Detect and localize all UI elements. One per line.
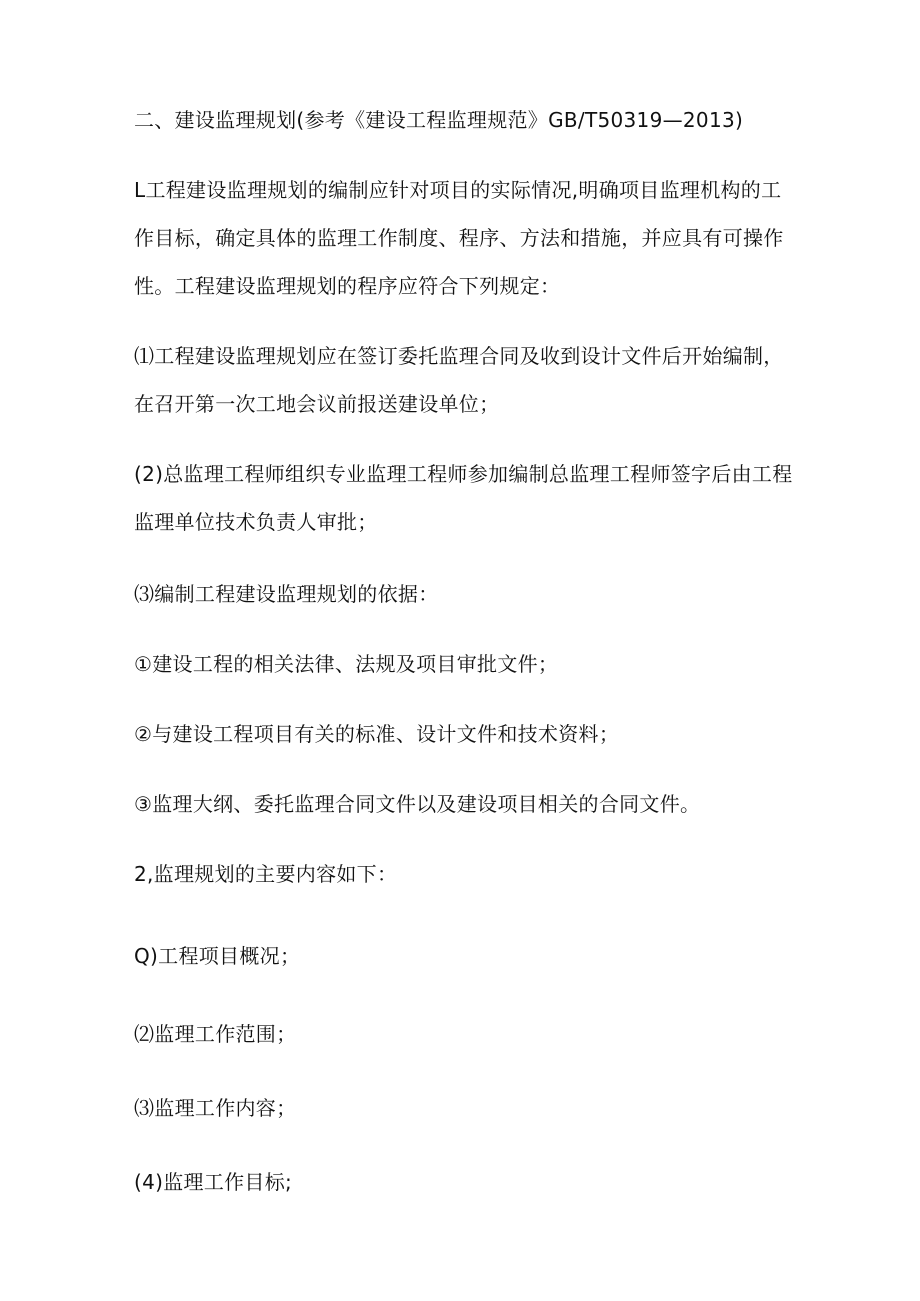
paragraph-line: 性。工程建设监理规划的程序应符合下列规定：	[134, 274, 561, 298]
list-item-line: ⑶编制工程建设监理规划的依据：	[134, 582, 439, 606]
section-heading: 二、建设监理规划(参考《建设工程监理规范》GB/T50319—2013)	[134, 108, 744, 132]
list-item-line: 监理单位技术负责人审批；	[134, 510, 378, 534]
list-item-line: (4)监理工作目标;	[134, 1170, 293, 1194]
paragraph-line: 2,监理规划的主要内容如下：	[134, 862, 398, 886]
list-item-line: ①建设工程的相关法律、法规及项目审批文件；	[134, 652, 559, 676]
list-item-line: ⑵监理工作范围；	[134, 1022, 297, 1046]
list-item-line: ⑶监理工作内容；	[134, 1096, 297, 1120]
paragraph-line: 作目标，确定具体的监理工作制度、程序、方法和措施，并应具有可操作	[134, 226, 784, 250]
list-item-line: (2)总监理工程师组织专业监理工程师参加编制总监理工程师签字后由工程	[134, 462, 793, 486]
list-item-line: ②与建设工程项目有关的标准、设计文件和技术资料；	[134, 722, 620, 746]
list-item-line: 在召开第一次工地会议前报送建设单位；	[134, 392, 500, 416]
paragraph-line: L工程建设监理规划的编制应针对项目的实际情况,明确项目监理机构的工	[134, 178, 782, 202]
list-item-line: ⑴工程建设监理规划应在签订委托监理合同及收到设计文件后开始编制，	[134, 344, 784, 368]
list-item-line: ③监理大纲、委托监理合同文件以及建设项目相关的合同文件。	[134, 792, 701, 816]
list-item-line: Q)工程项目概况；	[134, 944, 301, 968]
